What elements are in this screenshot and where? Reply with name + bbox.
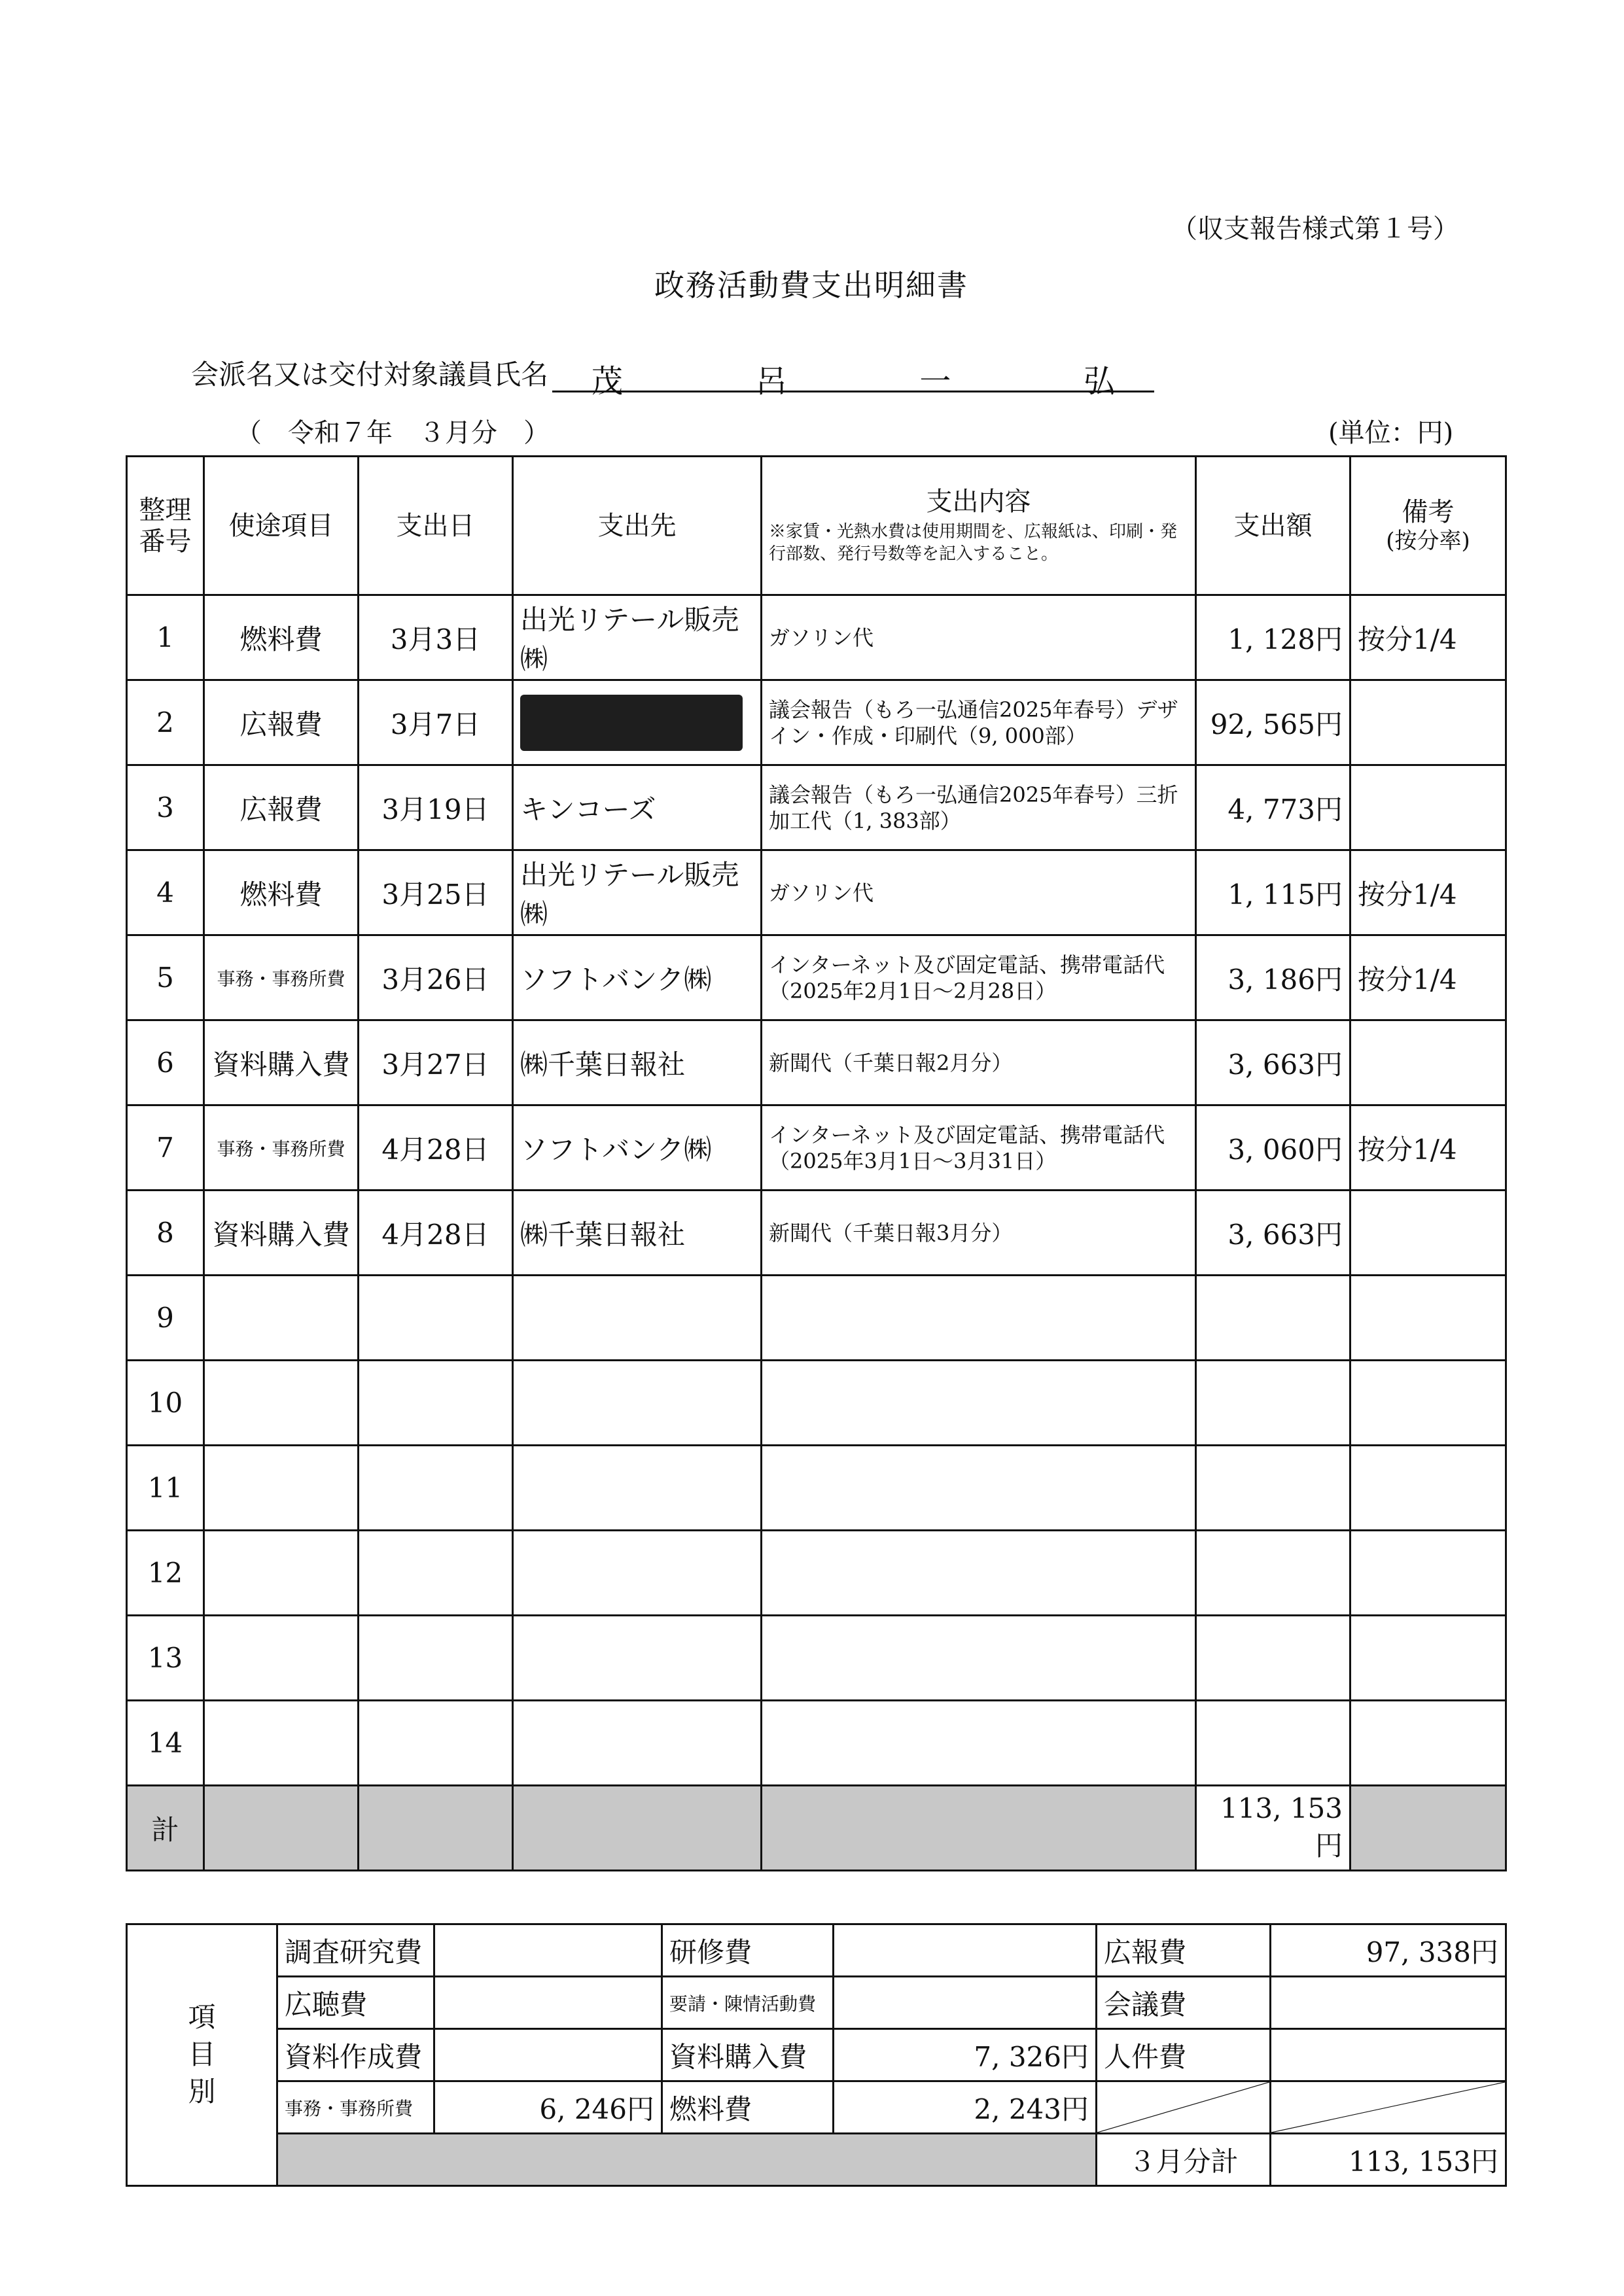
header-date: 支出日	[359, 457, 513, 595]
table-row	[127, 850, 1506, 935]
row-remarks	[1350, 1531, 1506, 1616]
hearing-value	[434, 1977, 662, 2029]
table-row	[127, 765, 1506, 850]
row-item	[204, 1616, 359, 1701]
header-content	[762, 457, 1196, 595]
row-date	[359, 1446, 513, 1531]
row-date	[359, 1616, 513, 1701]
row-payee: ソフトバンク㈱	[513, 935, 762, 1020]
research-label: 調査研究費	[277, 1924, 434, 1977]
member-name-char: 弘	[1083, 363, 1115, 400]
row-item: 資料購入費	[204, 1020, 359, 1105]
row-content	[762, 1701, 1196, 1786]
table-row	[127, 1446, 1506, 1531]
training-label: 研修費	[662, 1924, 834, 1977]
row-date: 3月7日	[359, 680, 513, 765]
form-number: （収支報告様式第１号）	[1171, 214, 1459, 244]
side-char: 目	[188, 2038, 216, 2071]
total-amount: 113, 153円	[1196, 1786, 1350, 1871]
row-no: 5	[127, 935, 204, 1020]
expense-table	[126, 455, 1507, 1871]
row-remarks: 按分1/4	[1350, 935, 1506, 1020]
row-remarks	[1350, 1020, 1506, 1105]
row-payee	[513, 1701, 762, 1786]
row-item	[204, 1446, 359, 1531]
side-char: 項	[188, 2001, 216, 2034]
total-row	[127, 1786, 1506, 1871]
row-payee	[513, 1276, 762, 1361]
member-name	[552, 356, 1154, 400]
row-amount: 3, 060円	[1196, 1105, 1350, 1191]
row-amount: 3, 186円	[1196, 935, 1350, 1020]
member-name-char: 呂	[755, 363, 787, 400]
diagonal-line	[1097, 2082, 1269, 2132]
redaction-block	[520, 695, 743, 751]
row-payee	[513, 680, 762, 765]
header-content-note: ※家賃・光熱水費は使用期間を、広報紙は、印刷・発行部数、発行号数等を記入すること。	[769, 521, 1178, 564]
diagonal-line	[1271, 2082, 1505, 2132]
table-row	[127, 1616, 1506, 1701]
row-remarks	[1350, 1276, 1506, 1361]
total-empty	[359, 1786, 513, 1871]
row-payee	[513, 1361, 762, 1446]
row-content: インターネット及び固定電話、携帯電話代（2025年3月1日～3月31日）	[762, 1105, 1196, 1191]
row-date	[359, 1361, 513, 1446]
row-amount: 1, 128円	[1196, 595, 1350, 680]
row-date: 4月28日	[359, 1191, 513, 1276]
header-content-title: 支出内容	[926, 486, 1031, 517]
row-remarks	[1350, 1191, 1506, 1276]
row-no: 7	[127, 1105, 204, 1191]
training-value	[834, 1924, 1097, 1977]
publicity-label: 広報費	[1097, 1924, 1271, 1977]
period: （ 令和７年 ３月分 ）	[236, 418, 550, 448]
table-row	[127, 1020, 1506, 1105]
row-date	[359, 1531, 513, 1616]
row-no: 10	[127, 1361, 204, 1446]
total-empty	[513, 1786, 762, 1871]
row-no: 11	[127, 1446, 204, 1531]
row-payee: ㈱千葉日報社	[513, 1020, 762, 1105]
row-no: 8	[127, 1191, 204, 1276]
row-payee: 出光リテール販売㈱	[513, 850, 762, 935]
row-payee: ソフトバンク㈱	[513, 1105, 762, 1191]
row-item	[204, 1701, 359, 1786]
row-remarks: 按分1/4	[1350, 1105, 1506, 1191]
row-amount: 3, 663円	[1196, 1020, 1350, 1105]
row-content	[762, 1361, 1196, 1446]
row-no: 14	[127, 1701, 204, 1786]
row-amount: 92, 565円	[1196, 680, 1350, 765]
row-content: 新聞代（千葉日報3月分）	[762, 1191, 1196, 1276]
row-date	[359, 1276, 513, 1361]
office-value: 6, 246円	[434, 2081, 662, 2134]
table-row	[127, 1531, 1506, 1616]
material-purchase-label: 資料購入費	[662, 2029, 834, 2081]
row-remarks	[1350, 1616, 1506, 1701]
table-row	[127, 1701, 1506, 1786]
personnel-value	[1271, 2029, 1506, 2081]
row-item: 資料購入費	[204, 1191, 359, 1276]
publicity-value: 97, 338円	[1271, 1924, 1506, 1977]
row-date: 3月3日	[359, 595, 513, 680]
row-date: 4月28日	[359, 1105, 513, 1191]
row-payee: 出光リテール販売㈱	[513, 595, 762, 680]
row-remarks: 按分1/4	[1350, 850, 1506, 935]
row-remarks	[1350, 680, 1506, 765]
petition-value	[834, 1977, 1097, 2029]
member-row	[191, 353, 1154, 400]
header-remarks	[1350, 457, 1506, 595]
member-label: 会派名又は交付対象議員氏名	[191, 358, 549, 391]
row-remarks	[1350, 765, 1506, 850]
row-amount	[1196, 1616, 1350, 1701]
row-payee: ㈱千葉日報社	[513, 1191, 762, 1276]
row-amount: 3, 663円	[1196, 1191, 1350, 1276]
crossed-cell	[1097, 2081, 1271, 2134]
month-total-value: 113, 153円	[1271, 2134, 1506, 2186]
month-total-label: ３月分計	[1097, 2134, 1271, 2186]
row-content: 新聞代（千葉日報2月分）	[762, 1020, 1196, 1105]
row-content: ガソリン代	[762, 850, 1196, 935]
row-remarks	[1350, 1446, 1506, 1531]
personnel-label: 人件費	[1097, 2029, 1271, 2081]
row-content	[762, 1616, 1196, 1701]
row-no: 2	[127, 680, 204, 765]
row-amount: 1, 115円	[1196, 850, 1350, 935]
row-no: 1	[127, 595, 204, 680]
total-empty	[204, 1786, 359, 1871]
table-row	[127, 935, 1506, 1020]
row-amount	[1196, 1701, 1350, 1786]
summary-shaded-cell	[277, 2134, 1097, 2186]
row-item	[204, 1276, 359, 1361]
row-no: 12	[127, 1531, 204, 1616]
row-item: 広報費	[204, 765, 359, 850]
petition-label: 要請・陳情活動費	[662, 1977, 834, 2029]
meeting-label: 会議費	[1097, 1977, 1271, 2029]
row-item: 広報費	[204, 680, 359, 765]
row-remarks: 按分1/4	[1350, 595, 1506, 680]
unit-label: (単位：円)	[1328, 418, 1454, 448]
row-date: 3月25日	[359, 850, 513, 935]
header-remarks-sub: (按分率)	[1386, 528, 1470, 555]
total-empty	[762, 1786, 1196, 1871]
row-amount	[1196, 1531, 1350, 1616]
document-title: 政務活動費支出明細書	[654, 268, 968, 303]
row-remarks	[1350, 1701, 1506, 1786]
row-remarks	[1350, 1361, 1506, 1446]
row-payee: キンコーズ	[513, 765, 762, 850]
row-no: 3	[127, 765, 204, 850]
row-content	[762, 1531, 1196, 1616]
category-summary-table	[126, 1923, 1507, 2187]
row-item: 燃料費	[204, 595, 359, 680]
hearing-label: 広聴費	[277, 1977, 434, 2029]
row-payee	[513, 1616, 762, 1701]
row-content	[762, 1446, 1196, 1531]
fuel-value: 2, 243円	[834, 2081, 1097, 2134]
header-item: 使途項目	[204, 457, 359, 595]
row-content: 議会報告（もろ一弘通信2025年春号）デザイン・作成・印刷代（9, 000部）	[762, 680, 1196, 765]
row-payee	[513, 1446, 762, 1531]
row-date: 3月26日	[359, 935, 513, 1020]
row-amount	[1196, 1361, 1350, 1446]
meeting-value	[1271, 1977, 1506, 2029]
row-item: 事務・事務所費	[204, 1105, 359, 1191]
row-item: 燃料費	[204, 850, 359, 935]
row-payee	[513, 1531, 762, 1616]
table-row	[127, 1105, 1506, 1191]
table-row	[127, 1191, 1506, 1276]
fuel-label: 燃料費	[662, 2081, 834, 2134]
row-amount: 4, 773円	[1196, 765, 1350, 850]
research-value	[434, 1924, 662, 1977]
row-amount	[1196, 1446, 1350, 1531]
row-date: 3月27日	[359, 1020, 513, 1105]
header-row	[127, 457, 1506, 595]
table-row	[127, 680, 1506, 765]
header-amount: 支出額	[1196, 457, 1350, 595]
row-item: 事務・事務所費	[204, 935, 359, 1020]
office-label: 事務・事務所費	[277, 2081, 434, 2134]
row-date: 3月19日	[359, 765, 513, 850]
material-making-value	[434, 2029, 662, 2081]
row-no: 6	[127, 1020, 204, 1105]
row-content: ガソリン代	[762, 595, 1196, 680]
row-no: 4	[127, 850, 204, 935]
row-content	[762, 1276, 1196, 1361]
row-item	[204, 1361, 359, 1446]
table-row	[127, 1361, 1506, 1446]
total-label: 計	[127, 1786, 204, 1871]
crossed-cell	[1271, 2081, 1506, 2134]
header-no: 整理番号	[127, 457, 204, 595]
member-name-char: 茂	[591, 363, 624, 400]
row-no: 13	[127, 1616, 204, 1701]
total-empty	[1350, 1786, 1506, 1871]
summary-side-label	[127, 1924, 277, 2186]
row-content: インターネット及び固定電話、携帯電話代（2025年2月1日～2月28日）	[762, 935, 1196, 1020]
side-char: 別	[188, 2075, 216, 2108]
header-remarks-title: 備考	[1402, 497, 1455, 528]
row-no: 9	[127, 1276, 204, 1361]
material-purchase-value: 7, 326円	[834, 2029, 1097, 2081]
table-row	[127, 1276, 1506, 1361]
row-date	[359, 1701, 513, 1786]
member-name-char: 一	[919, 363, 951, 400]
material-making-label: 資料作成費	[277, 2029, 434, 2081]
header-payee: 支出先	[513, 457, 762, 595]
row-content: 議会報告（もろ一弘通信2025年春号）三折加工代（1, 383部）	[762, 765, 1196, 850]
table-row	[127, 595, 1506, 680]
row-item	[204, 1531, 359, 1616]
row-amount	[1196, 1276, 1350, 1361]
